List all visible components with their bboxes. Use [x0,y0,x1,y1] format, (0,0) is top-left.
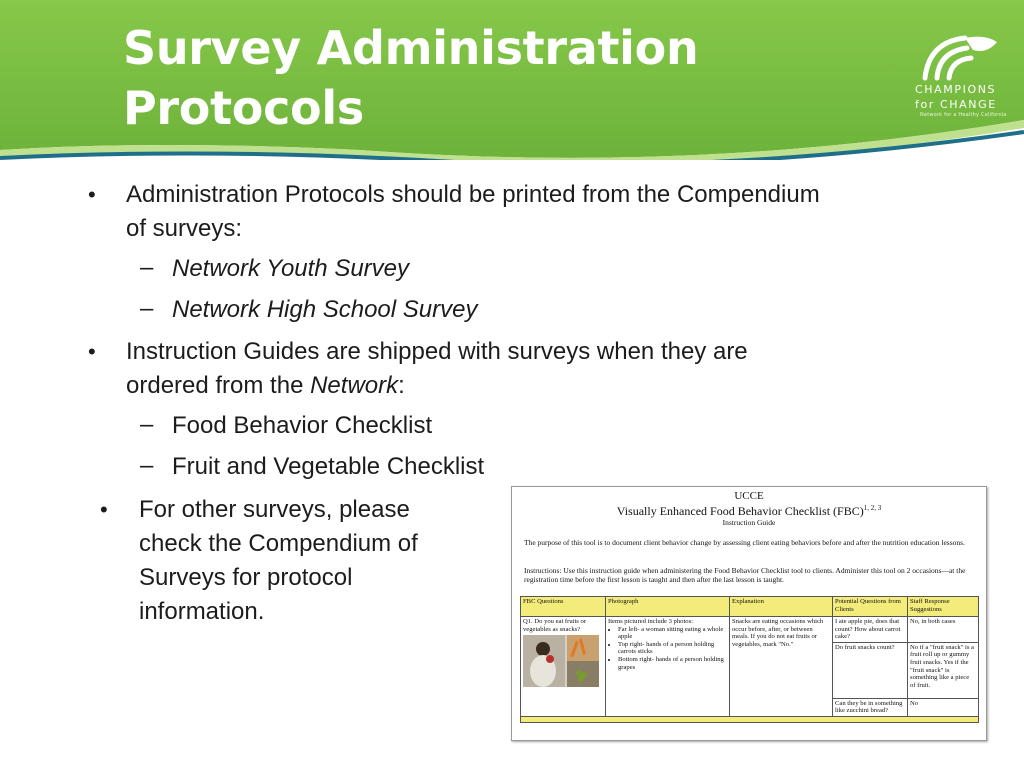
doc-org: UCCE [734,490,764,502]
bullet-2-network-italic: Network [310,372,399,399]
bullet-dot: • [88,339,96,364]
doc-col-photograph: Photograph [606,597,730,617]
sub-bullet-network-high-school-survey: Network High School Survey [172,296,478,323]
sub-bullet-dash: – [140,411,154,438]
bullet-2-line-1: Instruction Guides are shipped with surveys when they are [126,338,748,365]
bullet-dot: • [100,497,108,522]
bullet-3-line-4: information. [139,598,265,625]
title-line-2: Protocols [123,81,364,135]
doc-staff-response: No if a "fruit snack" is a fruit roll up or gummy fruit snacks. Yes if the "fruit snack" is something like a piece of fruit. [908,642,979,698]
doc-explanation-cell: Snacks are eating occasions which occur before, after, or between meals. If you do not eat fruits or vegetables, mark "No." [730,617,833,717]
sub-bullet-dash: – [140,452,154,479]
sub-bullet-food-behavior-checklist: Food Behavior Checklist [172,412,433,439]
list-item: • Top right- hands of a person holding carrots sticks [618,641,727,656]
doc-photo-list [608,626,727,672]
doc-subtitle: Instruction Guide [722,518,776,527]
doc-photo-cell [606,617,730,717]
sub-bullet-dash: – [140,295,154,322]
food-photo-icon [523,635,599,687]
doc-q1-text: Q1. Do you eat fruits or vegetables as snacks? [523,618,586,633]
bullet-3 [139,493,418,629]
doc-purpose: The purpose of this tool is to document client behavior change by assessing client eating behaviors before and after the nutrition education lessons. [524,538,965,547]
list-item: • Bottom right- hands of a person holding grapes [618,656,727,671]
doc-table-footer-band [521,716,979,722]
bullet-3-line-1: For other surveys, please [139,496,410,523]
doc-client-question: Do fruit snacks count? [833,642,908,698]
bullet-dot: • [88,182,96,207]
bullet-1 [126,178,820,246]
doc-client-question: Can they be in something like zucchini bread? [833,698,908,716]
sub-bullet-dash: – [140,254,154,281]
doc-q1-cell [521,617,606,717]
bullet-2-line-2-post: : [398,372,405,399]
doc-instructions: Instructions: Use this instruction guide when administering the Food Behavior Checklist tool to clients. Administer this tool on 2 occasions—at the registration time before the first lesson is taught and then after the last lesson is taught. [524,566,966,584]
logo-text-champions: CHAMPIONS [915,83,997,96]
bullet-3-line-3: Surveys for protocol [139,564,353,591]
doc-title [512,504,986,519]
logo-text-for-change: for CHANGE [915,98,997,111]
doc-staff-response: No [908,698,979,716]
doc-table-header [521,597,979,617]
list-item: • Far left- a woman sitting eating a whole apple [618,626,727,641]
doc-staff-response: No, in both cases [908,617,979,643]
doc-col-potential-questions: Potential Questions from Clients [833,597,908,617]
doc-title-sup: 1, 2, 3 [863,504,882,512]
doc-client-question: I ate apple pie, does that count? How about carrot cake? [833,617,908,643]
instruction-guide-image [511,486,987,741]
doc-table [520,596,979,723]
bullet-2-line-2-pre: ordered from the [126,372,311,399]
doc-col-staff-response: Staff Response Suggestions [908,597,979,617]
doc-photo-intro: Items pictured include 3 photos: [608,618,693,625]
bullet-2 [126,335,748,403]
table-row [521,617,979,643]
bullet-3-line-2: check the Compendium of [139,530,418,557]
bullet-1-line-1: Administration Protocols should be printed from the Compendium [126,181,820,208]
table-row [521,716,979,722]
doc-title-text: Visually Enhanced Food Behavior Checklist (FBC) [616,504,864,518]
bullet-1-line-2: of surveys: [126,215,243,242]
sub-bullet-fruit-vegetable-checklist: Fruit and Vegetable Checklist [172,453,485,480]
doc-col-fbc-questions: FBC Questions [521,597,606,617]
title-line-1: Survey Administration [123,21,699,75]
sub-bullet-network-youth-survey: Network Youth Survey [172,255,410,282]
doc-col-explanation: Explanation [730,597,833,617]
logo-tagline: Network for a Healthy California [920,112,1007,118]
